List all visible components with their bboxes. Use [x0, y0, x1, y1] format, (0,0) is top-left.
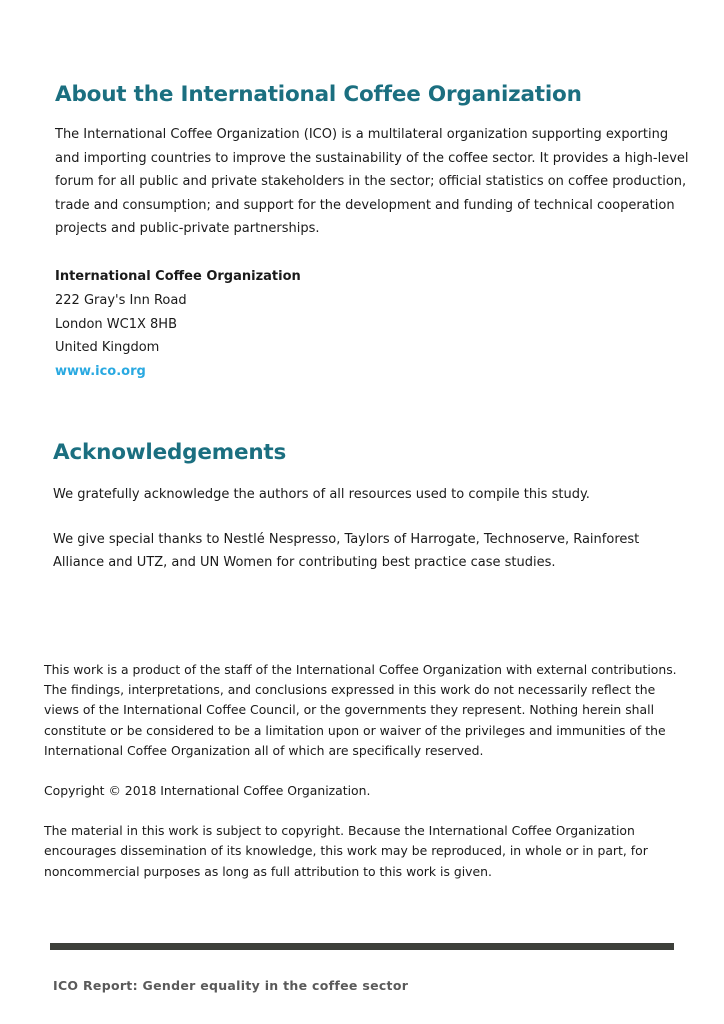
- copyright-line: Copyright © 2018 International Coffee Organization.: [44, 783, 371, 799]
- acknowledgements-heading: Acknowledgements: [53, 440, 287, 465]
- address-street: 222 Gray's Inn Road: [55, 292, 187, 308]
- contact-address: [55, 265, 301, 384]
- address-country: United Kingdom: [55, 340, 160, 356]
- about-heading: About the International Coffee Organization: [55, 82, 582, 107]
- footer-report-title: ICO Report: Gender equality in the coffee sector: [53, 978, 409, 993]
- legal-notice: [44, 660, 684, 902]
- address-city: London WC1X 8HB: [55, 316, 177, 332]
- disclaimer-paragraph: This work is a product of the staff of the International Coffee Organization with external contributions. The findings, interpretations, and conclusions expressed in this work do not necessarily reflect the views of the International Coffee Council, or the governments they represent. Nothing herein shall constitute or be considered to be a limitation upon or waiver of the privileges and immunities of the International Coffee Organization all of which are specifically reserved.: [44, 662, 677, 758]
- footer-divider: [50, 943, 674, 950]
- rights-paragraph: The material in this work is subject to copyright. Because the International Coffee Organization encourages dissemination of its knowledge, this work may be reproduced, in whole or in part, for noncommercial purposes as long as full attribution to this work is given.: [44, 823, 648, 879]
- acknowledgements-paragraph-1: We gratefully acknowledge the authors of all resources used to compile this study.: [53, 487, 590, 502]
- about-paragraph: The International Coffee Organization (ICO) is a multilateral organization supporting exporting and importing countries to improve the sustainability of the coffee sector. It provides a high-level forum for all public and private stakeholders in the sector; official statistics on coffee production, trade and consumption; and support for the development and funding of technical cooperation projects and public-private partnerships.: [55, 127, 689, 236]
- acknowledgements-paragraph-2: We give special thanks to Nestlé Nespresso, Taylors of Harrogate, Technoserve, Rainforest Alliance and UTZ, and UN Women for contributing best practice case studies.: [53, 532, 640, 570]
- website-link[interactable]: www.ico.org: [55, 364, 146, 380]
- address-org-name: International Coffee Organization: [55, 269, 301, 284]
